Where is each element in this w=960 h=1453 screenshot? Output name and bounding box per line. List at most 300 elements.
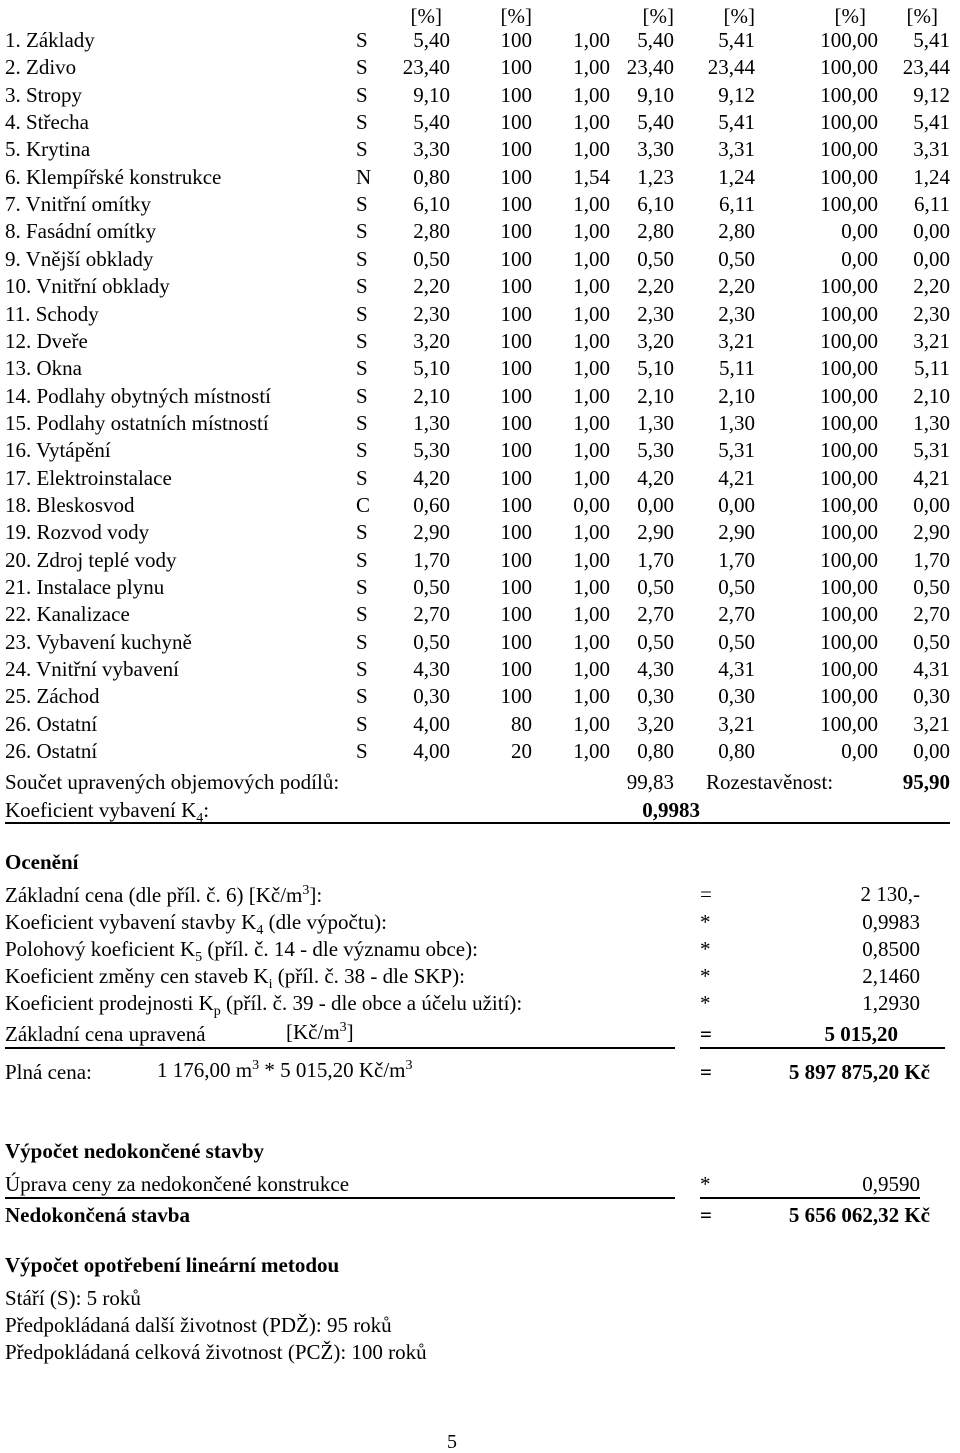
zakladni-upravena-op: =	[700, 1022, 712, 1046]
row-value: 4,30	[637, 657, 674, 682]
row-value: 1,00	[573, 739, 610, 764]
row-value: 100,00	[820, 657, 878, 682]
row-value: 2,20	[913, 274, 950, 299]
oceneni-line-label: Koeficient prodejnosti $K_p$ (příl. č. 39 - dle obce a účelu užití):	[5, 991, 523, 1020]
row-value: 0,00	[718, 492, 755, 517]
row-value: 100	[500, 110, 532, 135]
row-name: 12. Dveře	[5, 328, 88, 353]
row-category: S	[356, 274, 368, 299]
row-value: 100	[500, 55, 532, 80]
oceneni-title: Ocenění	[5, 850, 79, 874]
row-value: 5,41	[718, 28, 755, 52]
row-value: 100,00	[820, 711, 878, 736]
row-value: 100,00	[820, 164, 878, 189]
row-name: 11. Schody	[5, 301, 99, 326]
row-value: 100	[500, 465, 532, 490]
row-value: 100	[500, 492, 532, 517]
row-value: 1,70	[637, 547, 674, 572]
uprava-ceny-value: 0,9590	[862, 1172, 920, 1196]
row-value: 9,10	[413, 82, 450, 107]
table-row	[0, 629, 960, 659]
row-value: 9,12	[913, 82, 950, 107]
row-name: 25. Záchod	[5, 684, 100, 709]
row-value: 2,30	[413, 301, 450, 326]
row-value: 100,00	[820, 602, 878, 627]
row-value: 1,00	[573, 520, 610, 545]
row-value: 2,70	[913, 602, 950, 627]
row-value: 4,00	[413, 711, 450, 736]
table-row	[0, 139, 960, 166]
row-value: 1,00	[573, 438, 610, 463]
table-row	[0, 741, 960, 768]
zakladni-upravena-unit: $[Kč/m^3]$	[286, 1020, 354, 1044]
row-value: 2,30	[913, 301, 950, 326]
row-value: 100	[500, 301, 532, 326]
row-value: 5,31	[913, 438, 950, 463]
row-value: 1,24	[913, 164, 950, 189]
nedokoncena-stavba-value: 5 656 062,32 Kč	[788, 1203, 930, 1227]
row-value: 100	[500, 657, 532, 682]
row-value: 1,70	[413, 547, 450, 572]
row-name: 26. Ostatní	[5, 711, 98, 736]
row-value: 100	[500, 246, 532, 271]
plna-cena-label: Plná cena:	[5, 1060, 92, 1084]
row-value: 5,40	[413, 28, 450, 52]
row-name: 21. Instalace plynu	[5, 575, 165, 599]
row-value: 0,80	[718, 739, 755, 764]
row-value: 100,00	[820, 465, 878, 490]
koef-vybaveni-label: Koeficient vybavení $K_4$:	[5, 798, 210, 827]
row-value: 1,00	[573, 328, 610, 353]
row-value: 5,30	[413, 438, 450, 463]
row-value: 2,80	[718, 219, 755, 244]
row-category: S	[356, 82, 368, 107]
row-value: 1,00	[573, 82, 610, 107]
row-value: 100,00	[820, 575, 878, 599]
table-row	[0, 82, 960, 112]
row-category: S	[356, 684, 368, 709]
row-value: 0,30	[413, 684, 450, 709]
row-value: 1,23	[637, 164, 674, 189]
row-value: 2,70	[637, 602, 674, 627]
row-value: 5,11	[914, 356, 950, 381]
row-value: 2,90	[718, 520, 755, 545]
row-value: 1,00	[573, 356, 610, 381]
row-value: 0,00	[913, 492, 950, 517]
table-row	[0, 659, 960, 686]
row-value: 3,31	[718, 137, 755, 162]
zakladni-upravena-value: 5 015,20	[824, 1022, 898, 1046]
nedokoncena-title: Výpočet nedokončené stavby	[5, 1139, 265, 1163]
page-number: 5	[447, 1431, 457, 1453]
divider-line	[700, 1047, 945, 1049]
table-row	[0, 328, 960, 358]
row-value: 1,00	[573, 246, 610, 271]
row-category: S	[356, 711, 368, 736]
row-value: 5,40	[637, 110, 674, 135]
row-value: 0,50	[718, 575, 755, 599]
row-value: 1,00	[573, 55, 610, 80]
row-value: 5,31	[718, 438, 755, 463]
sum-value: 99,83	[626, 770, 674, 794]
table-row	[0, 30, 960, 57]
row-value: 0,50	[913, 575, 950, 599]
row-name: 6. Klempířské konstrukce	[5, 164, 222, 189]
row-value: 100,00	[820, 410, 878, 435]
row-value: 6,11	[719, 192, 755, 217]
oceneni-line-op: *	[700, 910, 711, 934]
row-value: 4,21	[913, 465, 950, 490]
row-value: 100	[500, 684, 532, 709]
header-unit: [%]	[642, 4, 674, 28]
row-value: 100,00	[820, 110, 878, 135]
row-value: 2,90	[913, 520, 950, 545]
row-value: 1,00	[573, 547, 610, 572]
row-value: 5,41	[913, 110, 950, 135]
row-value: 0,00	[637, 492, 674, 517]
row-category: S	[356, 547, 368, 572]
row-category: S	[356, 55, 368, 80]
row-value: 4,21	[718, 465, 755, 490]
row-value: 100,00	[820, 492, 878, 517]
table-row	[0, 112, 960, 139]
rozestavenost-label: Rozestavěnost:	[706, 770, 834, 794]
row-value: 100	[500, 28, 532, 52]
table-row	[0, 686, 960, 713]
header-unit: [%]	[834, 4, 866, 28]
row-name: 19. Rozvod vody	[5, 520, 150, 545]
row-value: 2,90	[637, 520, 674, 545]
row-category: S	[356, 602, 368, 627]
plna-cena-op: =	[700, 1060, 712, 1084]
row-name: 1. Základy	[5, 28, 95, 52]
row-value: 100,00	[820, 274, 878, 299]
row-value: 0,50	[637, 629, 674, 654]
row-value: 0,50	[913, 629, 950, 654]
row-category: S	[356, 219, 368, 244]
row-value: 100	[500, 164, 532, 189]
row-value: 3,30	[413, 137, 450, 162]
row-category: S	[356, 356, 368, 381]
row-name: 2. Zdivo	[5, 55, 77, 80]
row-value: 0,00	[573, 492, 610, 517]
row-value: 4,31	[718, 657, 755, 682]
row-value: 3,21	[913, 711, 950, 736]
row-value: 4,20	[637, 465, 674, 490]
row-value: 1,30	[413, 410, 450, 435]
row-value: 1,00	[573, 410, 610, 435]
row-category: S	[356, 192, 368, 217]
row-value: 100	[500, 274, 532, 299]
row-value: 100,00	[820, 192, 878, 217]
row-value: 1,00	[573, 137, 610, 162]
row-value: 0,50	[718, 246, 755, 271]
table-row	[0, 383, 960, 413]
row-category: S	[356, 739, 368, 764]
row-value: 1,00	[573, 28, 610, 52]
row-value: 3,21	[718, 328, 755, 353]
table-row	[0, 246, 960, 276]
row-value: 2,10	[637, 383, 674, 408]
table-row	[0, 358, 960, 385]
row-value: 6,10	[413, 192, 450, 217]
row-name: 22. Kanalizace	[5, 602, 130, 627]
row-value: 80	[511, 711, 532, 736]
row-value: 100,00	[820, 684, 878, 709]
oceneni-line-value: 1,2930	[862, 991, 920, 1015]
row-value: 20	[511, 739, 532, 764]
table-row	[0, 604, 960, 631]
koef-vybaveni-value: 0,9983	[642, 798, 700, 822]
row-value: 5,40	[637, 28, 674, 52]
row-value: 3,20	[637, 711, 674, 736]
row-value: 1,00	[573, 602, 610, 627]
nedokoncena-stavba-op: =	[700, 1203, 712, 1227]
row-category: N	[356, 164, 372, 189]
rozestavenost-value: 95,90	[902, 770, 950, 794]
row-category: C	[356, 492, 371, 517]
table-row	[0, 410, 960, 440]
row-value: 100	[500, 575, 532, 599]
row-value: 1,70	[913, 547, 950, 572]
row-value: 100,00	[820, 55, 878, 80]
table-row	[0, 194, 960, 221]
oceneni-line-op: =	[700, 882, 712, 906]
row-value: 1,30	[637, 410, 674, 435]
row-category: S	[356, 575, 368, 599]
row-name: 8. Fasádní omítky	[5, 219, 157, 244]
sum-label: Součet upravených objemových podílů:	[5, 770, 340, 794]
row-value: 100,00	[820, 520, 878, 545]
row-name: 20. Zdroj teplé vody	[5, 547, 177, 572]
row-value: 3,30	[637, 137, 674, 162]
row-value: 100	[500, 82, 532, 107]
row-value: 2,70	[413, 602, 450, 627]
row-category: S	[356, 438, 368, 463]
row-value: 9,12	[718, 82, 755, 107]
row-value: 2,80	[413, 219, 450, 244]
row-value: 23,40	[402, 55, 450, 80]
row-value: 0,50	[413, 575, 450, 599]
oceneni-line-value: 0,8500	[862, 937, 920, 961]
oceneni-line-value: 0,9983	[862, 910, 920, 934]
oceneni-line-value: 2 130,-	[860, 882, 920, 906]
row-value: 23,40	[626, 55, 674, 80]
row-value: 100,00	[820, 438, 878, 463]
table-row	[0, 465, 960, 495]
row-name: 18. Bleskosvod	[5, 492, 135, 517]
row-value: 100,00	[820, 328, 878, 353]
row-value: 100,00	[820, 82, 878, 107]
row-value: 0,00	[841, 739, 878, 764]
row-value: 2,20	[637, 274, 674, 299]
row-value: 0,50	[637, 575, 674, 599]
row-value: 100	[500, 602, 532, 627]
table-row	[0, 164, 960, 194]
row-value: 6,10	[637, 192, 674, 217]
row-value: 4,30	[413, 657, 450, 682]
row-category: S	[356, 629, 368, 654]
zakladni-upravena-label: Základní cena upravená	[5, 1022, 206, 1046]
row-value: 100	[500, 410, 532, 435]
row-value: 1,54	[573, 164, 610, 189]
row-value: 100	[500, 137, 532, 162]
oceneni-line-value: 2,1460	[862, 964, 920, 988]
row-value: 100,00	[820, 383, 878, 408]
row-value: 1,00	[573, 301, 610, 326]
row-value: 1,00	[573, 684, 610, 709]
row-value: 100,00	[820, 137, 878, 162]
row-name: 5. Krytina	[5, 137, 91, 162]
row-value: 5,40	[413, 110, 450, 135]
divider-line	[5, 1047, 675, 1049]
row-name: 7. Vnitřní omítky	[5, 192, 152, 217]
row-value: 100	[500, 383, 532, 408]
table-row	[0, 440, 960, 467]
row-value: 2,80	[637, 219, 674, 244]
opotrebeni-line: Předpokládaná celková životnost (PCŽ): 100 roků	[5, 1340, 427, 1364]
table-row	[0, 577, 960, 604]
row-value: 2,30	[637, 301, 674, 326]
row-name: 9. Vnější obklady	[5, 246, 154, 271]
row-category: S	[356, 465, 368, 490]
header-unit: [%]	[906, 4, 938, 28]
row-value: 2,20	[413, 274, 450, 299]
row-value: 100	[500, 328, 532, 353]
opotrebeni-title: Výpočet opotřebení lineární metodou	[5, 1253, 340, 1277]
row-value: 0,60	[413, 492, 450, 517]
row-value: 1,00	[573, 274, 610, 299]
row-value: 0,00	[913, 246, 950, 271]
row-value: 1,30	[718, 410, 755, 435]
row-value: 2,70	[718, 602, 755, 627]
row-value: 1,70	[718, 547, 755, 572]
row-value: 0,50	[413, 246, 450, 271]
row-name: 23. Vybavení kuchyně	[5, 629, 192, 654]
row-value: 0,00	[913, 739, 950, 764]
row-category: S	[356, 328, 368, 353]
row-value: 3,31	[913, 137, 950, 162]
row-value: 2,90	[413, 520, 450, 545]
row-value: 4,20	[413, 465, 450, 490]
row-value: 3,20	[637, 328, 674, 353]
row-category: S	[356, 410, 368, 435]
row-value: 1,00	[573, 629, 610, 654]
row-name: 17. Elektroinstalace	[5, 465, 172, 490]
header-unit: [%]	[723, 4, 755, 28]
row-category: S	[356, 246, 368, 271]
row-value: 0,50	[413, 629, 450, 654]
row-value: 3,21	[913, 328, 950, 353]
row-value: 0,00	[841, 219, 878, 244]
header-unit: [%]	[500, 4, 532, 28]
plna-cena-value: 5 897 875,20 Kč	[788, 1060, 930, 1084]
row-value: 3,20	[413, 328, 450, 353]
table-row	[0, 547, 960, 577]
row-value: 100,00	[820, 356, 878, 381]
table-row	[0, 711, 960, 741]
row-name: 15. Podlahy ostatních místností	[5, 410, 269, 435]
row-name: 3. Stropy	[5, 82, 83, 107]
row-value: 0,50	[718, 629, 755, 654]
row-value: 100,00	[820, 301, 878, 326]
row-value: 0,30	[913, 684, 950, 709]
row-value: 5,41	[913, 28, 950, 52]
row-value: 4,31	[913, 657, 950, 682]
row-value: 100,00	[820, 28, 878, 52]
row-value: 100	[500, 192, 532, 217]
row-value: 0,30	[637, 684, 674, 709]
row-name: 16. Vytápění	[5, 438, 111, 463]
row-value: 2,10	[913, 383, 950, 408]
plna-cena-expression: 1 176,00 $m^3 * 5$ 015,20 $Kč/m^3$	[157, 1058, 413, 1082]
row-value: 100	[500, 438, 532, 463]
oceneni-line-op: *	[700, 964, 711, 988]
oceneni-line-label: Koeficient změny cen staveb $K_i$ (příl. č. 38 - dle SKP):	[5, 964, 465, 993]
row-category: S	[356, 137, 368, 162]
row-value: 0,30	[718, 684, 755, 709]
table-row	[0, 492, 960, 522]
uprava-ceny-label: Úprava ceny za nedokončené konstrukce	[5, 1172, 350, 1196]
row-value: 1,00	[573, 110, 610, 135]
divider-line	[5, 1197, 675, 1199]
row-value: 5,41	[718, 110, 755, 135]
row-value: 23,44	[902, 55, 950, 80]
oceneni-line-op: *	[700, 937, 711, 961]
row-value: 100	[500, 547, 532, 572]
row-value: 23,44	[707, 55, 755, 80]
row-value: 100	[500, 629, 532, 654]
row-name: 4. Střecha	[5, 110, 89, 135]
row-category: S	[356, 520, 368, 545]
row-value: 1,00	[573, 219, 610, 244]
row-category: S	[356, 28, 368, 52]
row-name: 26. Ostatní	[5, 739, 98, 764]
row-value: 5,10	[637, 356, 674, 381]
row-value: 0,50	[637, 246, 674, 271]
row-value: 5,10	[413, 356, 450, 381]
table-row	[0, 522, 960, 549]
row-value: 100	[500, 520, 532, 545]
opotrebeni-line: Stáří (S): 5 roků	[5, 1286, 141, 1310]
row-value: 1,00	[573, 192, 610, 217]
table-row	[0, 301, 960, 331]
row-category: S	[356, 301, 368, 326]
row-value: 1,00	[573, 575, 610, 599]
row-category: S	[356, 110, 368, 135]
row-value: 5,11	[719, 356, 755, 381]
row-value: 0,80	[413, 164, 450, 189]
row-value: 2,20	[718, 274, 755, 299]
row-value: 0,00	[913, 219, 950, 244]
row-value: 2,30	[718, 301, 755, 326]
row-value: 1,24	[718, 164, 755, 189]
table-row	[0, 276, 960, 303]
row-value: 100,00	[820, 547, 878, 572]
row-value: 100	[500, 356, 532, 381]
row-value: 1,00	[573, 711, 610, 736]
uprava-ceny-op: *	[700, 1172, 711, 1196]
table-row	[0, 221, 960, 248]
oceneni-line-label: Koeficient vybavení stavby $K_4$ (dle výpočtu):	[5, 910, 387, 939]
row-name: 13. Okna	[5, 356, 82, 381]
divider-line	[700, 1197, 920, 1199]
row-value: 2,10	[413, 383, 450, 408]
row-value: 9,10	[637, 82, 674, 107]
row-value: 1,00	[573, 657, 610, 682]
row-name: 24. Vnitřní vybavení	[5, 657, 180, 682]
header-unit: [%]	[410, 4, 442, 28]
